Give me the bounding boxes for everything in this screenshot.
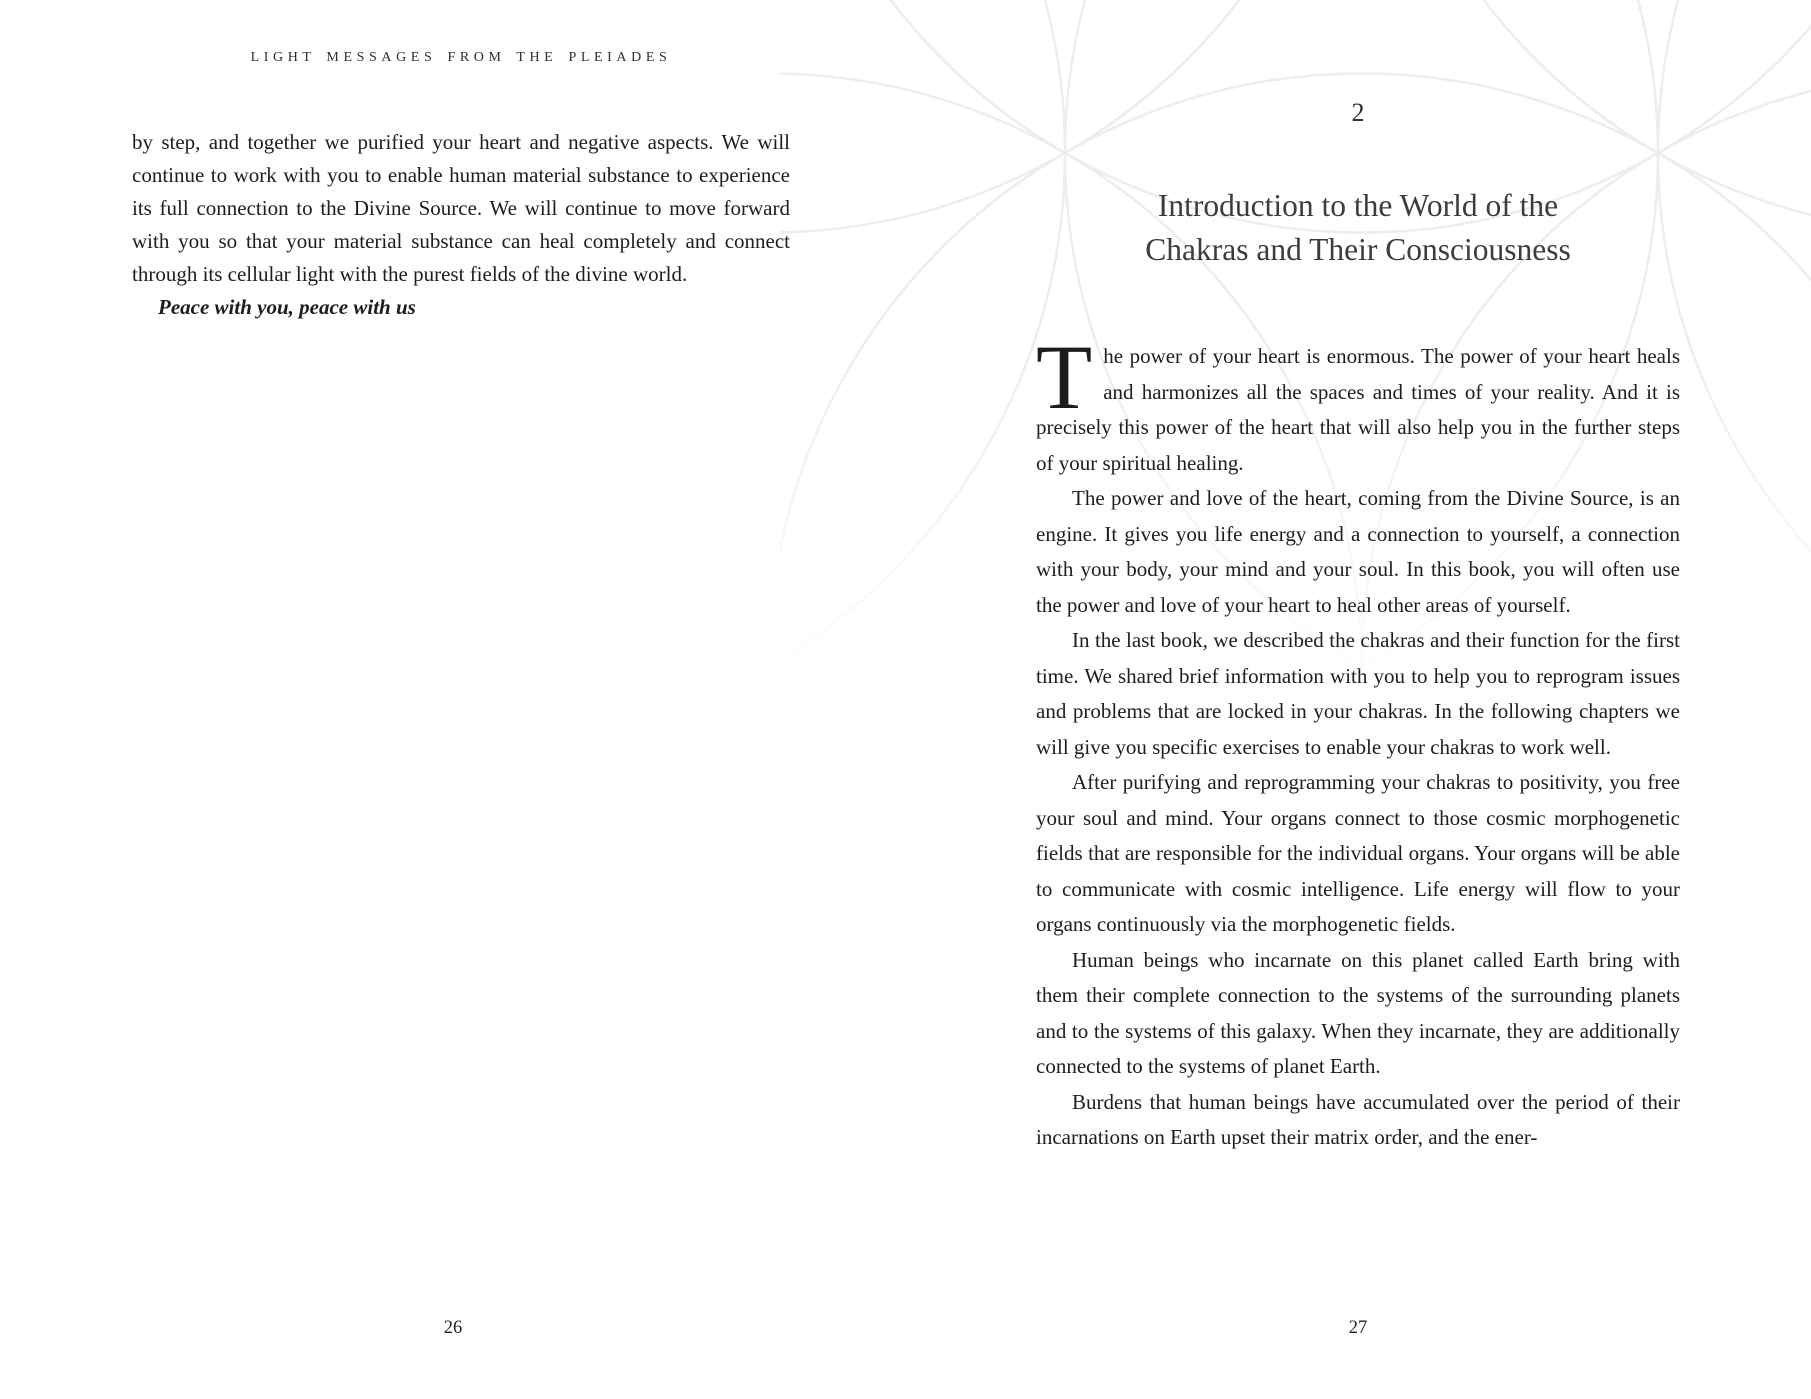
signoff-line: Peace with you, peace with us xyxy=(158,295,416,319)
right-page-body xyxy=(1036,326,1680,1156)
paragraph-text: he power of your heart is enormous. The power of your heart heals and harmonizes all the spaces and times of your reality. And it is precisely this power of the heart that will also help you in the further steps of your spiritual healing. xyxy=(1036,344,1680,475)
body-paragraph: by step, and together we purified your heart and negative aspects. We will continue to work with you to enable human material substance to experience its full connection to the Divine Source. We will continue to move forward with you so that your material substance can heal completely and connect through its cellular light with the purest fields of the divine world. xyxy=(132,130,790,286)
chapter-title-line-1: Introduction to the World of the xyxy=(1157,188,1559,223)
body-paragraph: Burdens that human beings have accumulated over the period of their incarnations on Earth upset their matrix order, and the ener- xyxy=(1036,1089,1680,1149)
page-number-right: 27 xyxy=(1348,1318,1368,1338)
chapter-number: 2 xyxy=(1351,98,1365,127)
body-paragraph: The power and love of the heart, coming from the Divine Source, is an engine. It gives you life energy and a connection to yourself, a connection with your body, your mind and your soul. In this book, you will often use the power and love of your heart to heal other areas of yourself. xyxy=(1036,486,1680,617)
body-paragraph: After purifying and reprogramming your chakras to positivity, you free your soul and mind. Your organs connect to those cosmic morphogenetic fields that are responsible for the individual organs. Your organs will be able to communicate with cosmic intelligence. Life energy will flow to your organs continuously via the morphogenetic fields. xyxy=(1036,770,1680,936)
body-paragraph xyxy=(1036,326,1680,481)
left-page-body xyxy=(132,126,790,324)
drop-cap: T xyxy=(1036,326,1093,428)
chapter-title-line-2: Chakras and Their Consciousness xyxy=(1145,232,1571,267)
body-paragraph: In the last book, we described the chakras and their function for the first time. We shared brief information with you to help you to reprogram issues and problems that are locked in your chakras. In the following chapters we will give you specific exercises to enable your chakras to work well. xyxy=(1036,628,1680,759)
body-paragraph: Human beings who incarnate on this planet called Earth bring with them their complete connection to the systems of the surrounding planets and to the systems of this galaxy. When they incarnate, they are additionally connected to the systems of planet Earth. xyxy=(1036,947,1680,1078)
chapter-title xyxy=(1036,184,1680,272)
running-header: LIGHT MESSAGES FROM THE PLEIADES xyxy=(250,50,672,65)
page-number-left: 26 xyxy=(443,1318,463,1338)
